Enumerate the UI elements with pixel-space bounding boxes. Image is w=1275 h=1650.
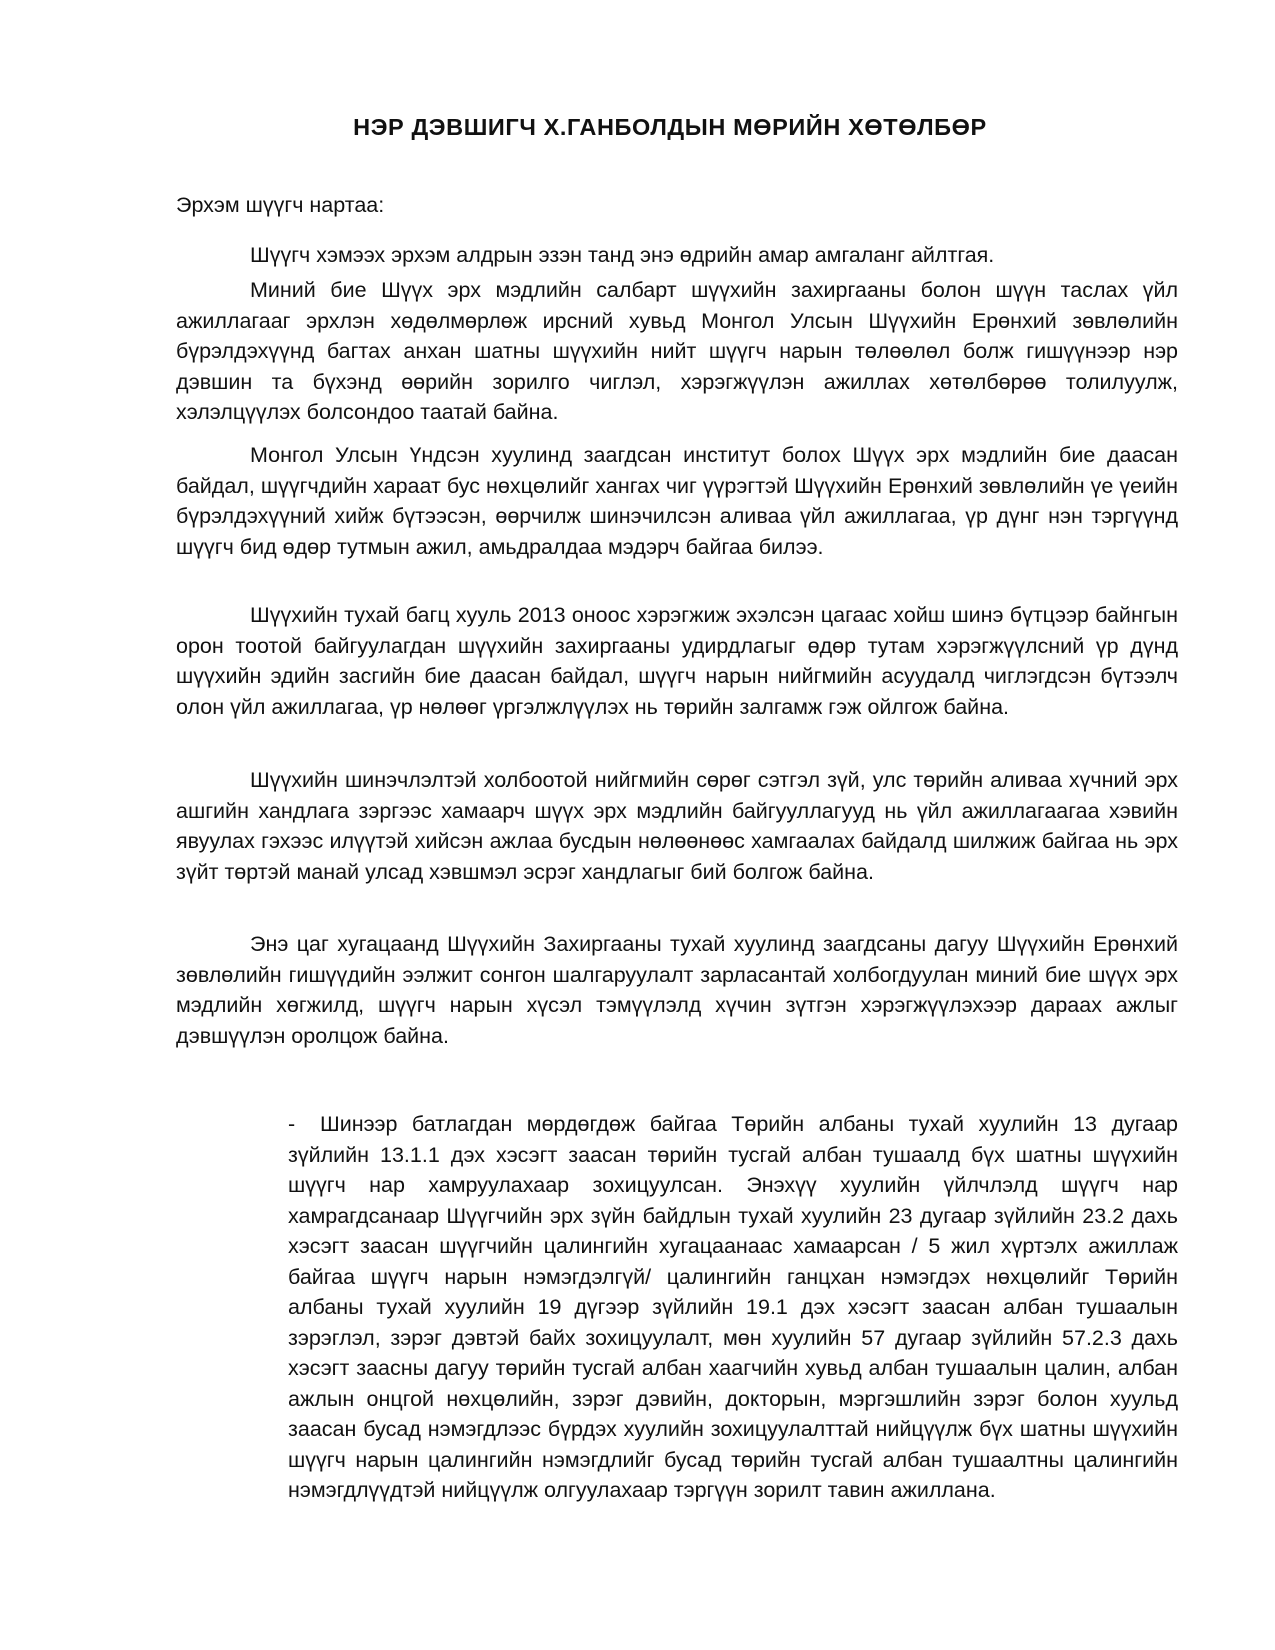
bullet-marker: - (288, 1112, 296, 1136)
paragraph-election: Энэ цаг хугацаанд Шүүхийн Захиргааны тухай хуулинд заагдсаны дагуу Шүүхийн Ерөнхий зөвлөлийн гишүүдийн ээлжит сонгон шалгаруулалт зарласантай холбогдуулан миний бие шүүх эрх мэдлийн хөгжилд, шүүгч нарын хүсэл тэмүүлэлд хүчин зүтгэн хэрэгжүүлэхээр дараах ажлыг дэвшүүлэн оролцож байна. (176, 932, 1178, 1048)
bullet-item (288, 1109, 1178, 1549)
paragraph-judicial-law: Шүүхийн тухай багц хууль 2013 оноос хэрэгжиж эхэлсэн цагаас хойш шинэ бүтцээр байнгын орон тоотой байгуулагдан шүүхийн захиргааны удирдлагыг өдөр тутам хэрэгжүүлсний үр дүнд шүүхийн эдийн засгийн бие даасан байдал, шүүгч нарын нийгмийн асуудалд чиглэгдсэн бүтээлч олон үйл ажиллагаа, үр нөлөөг үргэлжлүүлэх нь төрийн залгамж гэж ойлгож байна. (176, 603, 1178, 719)
document-title: НЭР ДЭВШИГЧ Х.ГАНБОЛДЫН МӨРИЙН ХӨТӨЛБӨР (353, 114, 987, 140)
salutation: Эрхэм шүүгч нартаа: (176, 193, 385, 217)
paragraph-intro: Миний бие Шүүх эрх мэдлийн салбарт шүүхийн захиргааны болон шүүн таслах үйл ажиллагааг эрхлэн хөдөлмөрлөж ирсний хувьд Монгол Улсын Шүүхийн Ерөнхий зөвлөлийн бүрэлдэхүүнд багтах анхан шатны шүүхийн нийт шүүгч нарын төлөөлөл болж гишүүнээр нэр дэвшин та бүхэнд өөрийн зорилго чиглэл, хэрэгжүүлэн ажиллах хөтөлбөрөө толилуулж, хэлэлцүүлэх болсондоо таатай байна. (176, 278, 1178, 424)
bullet-text: Шинээр батлагдан мөрдөгдөж байгаа Төрийн албаны тухай хуулийн 13 дугаар зүйлийн 13.1.1 дэх хэсэгт заасан төрийн тусгай албан тушаалд бүх шатны шүүхийн шүүгч нар хамруулахаар зохицуулсан. Энэхүү хуулийн үйлчлэлд шүүгч нар хамрагдсанаар Шүүгчийн эрх зүйн байдлын тухай хуулийн 23 дугаар зүйлийн 23.2 дахь хэсэгт заасан шүүгчийн цалингийн хугацаанаас хамаарсан / 5 жил хүртэлх ажиллаж байгаа шүүгч нарын нэмэгдэлгүй/ цалингийн ганцхан нэмэгдэх нөхцөлийг Төрийн албаны тухай хуулийн 19 дүгээр зүйлийн 19.1 дэх хэсэгт заасан албан тушаалын зэрэглэл, зэрэг дэвтэй байх зохицуулалт, мөн хуулийн 57 дугаар зүйлийн 57.2.3 дахь хэсэгт заасны дагуу төрийн тусгай албан хаагчийн хувьд албан тушаалын цалин, албан ажлын онцгой нөхцөлийн, зэрэг дэвийн, докторын, мэргэшлийн зэрэг болон хуульд заасан бусад нэмэгдлээс бүрдэх хуулийн зохицуулалттай нийцүүлж бүх шатны шүүхийн шүүгч нарын цалингийн нэмэгдлийг бусад төрийн тусгай албан тушаалтны цалингийн нэмэгдлүүдтэй нийцүүлж олгуулахаар тэргүүн зорилт тавин ажиллана. (288, 1112, 1178, 1502)
paragraph-reform: Шүүхийн шинэчлэлтэй холбоотой нийгмийн сөрөг сэтгэл зүй, улс төрийн аливаа хүчний эрх ашгийн хандлага зэргээс хамаарч шүүх эрх мэдлийн байгууллагууд нь үйл ажиллагаагаа хэвийн явуулах гэхээс илүүтэй хийсэн ажлаа бусдын нөлөөнөөс хамгаалах байдалд шилжиж байгаа нь эрх зүйт төртэй манай улсад хэвшмэл эсрэг хандлагыг бий болгож байна. (176, 768, 1178, 884)
greeting-paragraph: Шүүгч хэмээх эрхэм алдрын эзэн танд энэ өдрийн амар амгаланг айлтгая. (250, 243, 995, 267)
paragraph-constitution: Монгол Улсын Үндсэн хуулинд заагдсан институт болох Шүүх эрх мэдлийн бие даасан байдал, шүүгчдийн хараат бус нөхцөлийг хангах чиг үүрэгтэй Шүүхийн Ерөнхий зөвлөлийн үе үеийн бүрэлдэхүүний хийж бүтээсэн, өөрчилж шинэчилсэн аливаа үйл ажиллагаа, үр дүнг нэн тэргүүнд шүүгч бид өдөр тутмын ажил, амьдралдаа мэдэрч байгаа билээ. (176, 443, 1178, 559)
